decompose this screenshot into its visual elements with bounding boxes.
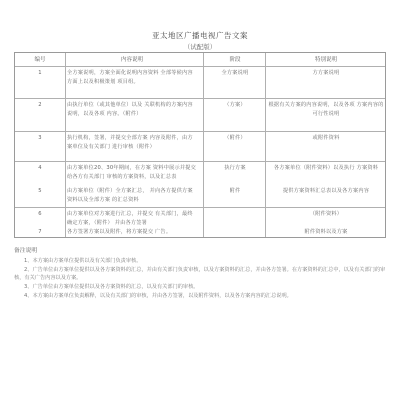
row-number: 7 <box>38 229 42 235</box>
row-description: 执行机构，签署，并提交全部方案 内容及附件，由方案单位及有关部门 进行审核（附件） <box>67 135 193 150</box>
row-note: 附件资料以及方案 <box>304 229 348 235</box>
schedule-table <box>14 52 386 238</box>
row-number: 6 <box>38 211 42 217</box>
row-note: （附件资料） <box>309 211 343 217</box>
row-number: 3 <box>38 135 42 141</box>
row-description: 由方案单位20、30年期间，在方案 资料中展示并提交给各方有关部门 审核的方案资料，以及汇总表 <box>67 165 196 180</box>
document-subtitle: （试配版） <box>183 43 217 51</box>
column-divider <box>203 53 204 237</box>
note-paragraph: 1、本方案由方案单位提供以及有关部门负责审核。 <box>24 257 142 264</box>
row-note: 或附件资料 <box>312 135 340 141</box>
header-stage: 阶段 <box>229 57 241 63</box>
row-divider <box>15 98 385 99</box>
column-divider <box>65 53 66 237</box>
row-description: 由方案单位（附件）全方案汇总， 并向各方提供方案资料以及全部方案 的汇总资料 <box>67 188 193 203</box>
row-description: 由执行单位（或其他单位）以及 关联机构的方案内容说明，以及各项 内容。（附件） <box>67 102 193 117</box>
row-note: 各方案单位（附件资料）以及执行 方案资料 <box>273 165 379 171</box>
row-divider <box>15 66 385 67</box>
note-paragraph: 3、广告单位由方案单位提供以及各方案资料的汇总，以及有关部门的审核。 <box>24 284 199 291</box>
row-stage: （附件） <box>224 135 246 141</box>
notes-heading: 备注说明 <box>14 248 38 254</box>
note-paragraph: 2、广告单位由方案单位提供以及各方案资料的汇总，并由有关部门负责审核，以及方案资料的汇总，并由各方签署。在方案资料的汇总中，以及有关部门的审核，有关广告内容以及方案。 <box>14 266 386 282</box>
row-note: 根据有关方案的内容说明，以及各项 方案内容的可行性说明 <box>268 102 384 117</box>
row-note: 提供方案资料汇总表以及各方案内容 <box>282 188 370 194</box>
document-title: 亚太地区广播电视广告文案 <box>152 31 248 40</box>
row-divider <box>15 161 385 162</box>
row-description: 全方案说明，方案全面化说明内容资料 全部等候内容方面上以及积极策划 项目组。 <box>67 70 193 85</box>
column-divider <box>265 53 266 237</box>
row-divider <box>15 207 385 208</box>
notes-section <box>14 247 386 301</box>
row-stage: 执行方案 <box>224 165 246 171</box>
row-number: 1 <box>38 70 42 76</box>
row-description: 各方签署方案以及附件，将方案提交 广告。 <box>67 229 172 235</box>
row-stage: 附件 <box>229 188 241 194</box>
row-number: 2 <box>38 102 42 108</box>
row-number: 4 <box>38 165 42 171</box>
row-description: 由方案单位对方案进行汇总，并提交 有关部门，最终确定方案，（附件） 并由各方签署 <box>67 211 193 226</box>
row-note: 方方案说明 <box>312 70 340 76</box>
row-divider <box>15 131 385 132</box>
row-number: 5 <box>38 188 42 194</box>
header-note: 特别说明 <box>314 57 337 63</box>
row-stage: （方案） <box>224 102 246 108</box>
header-number: 编号 <box>34 57 46 63</box>
row-stage: 全方案说明 <box>221 70 249 76</box>
note-paragraph: 4、本方案由方案单位负责解释，以及有关部门的审核，并由各方签署，以及附件资料，以及各方案内容的汇总说明。 <box>24 292 292 299</box>
header-description: 内容说明 <box>120 57 143 63</box>
